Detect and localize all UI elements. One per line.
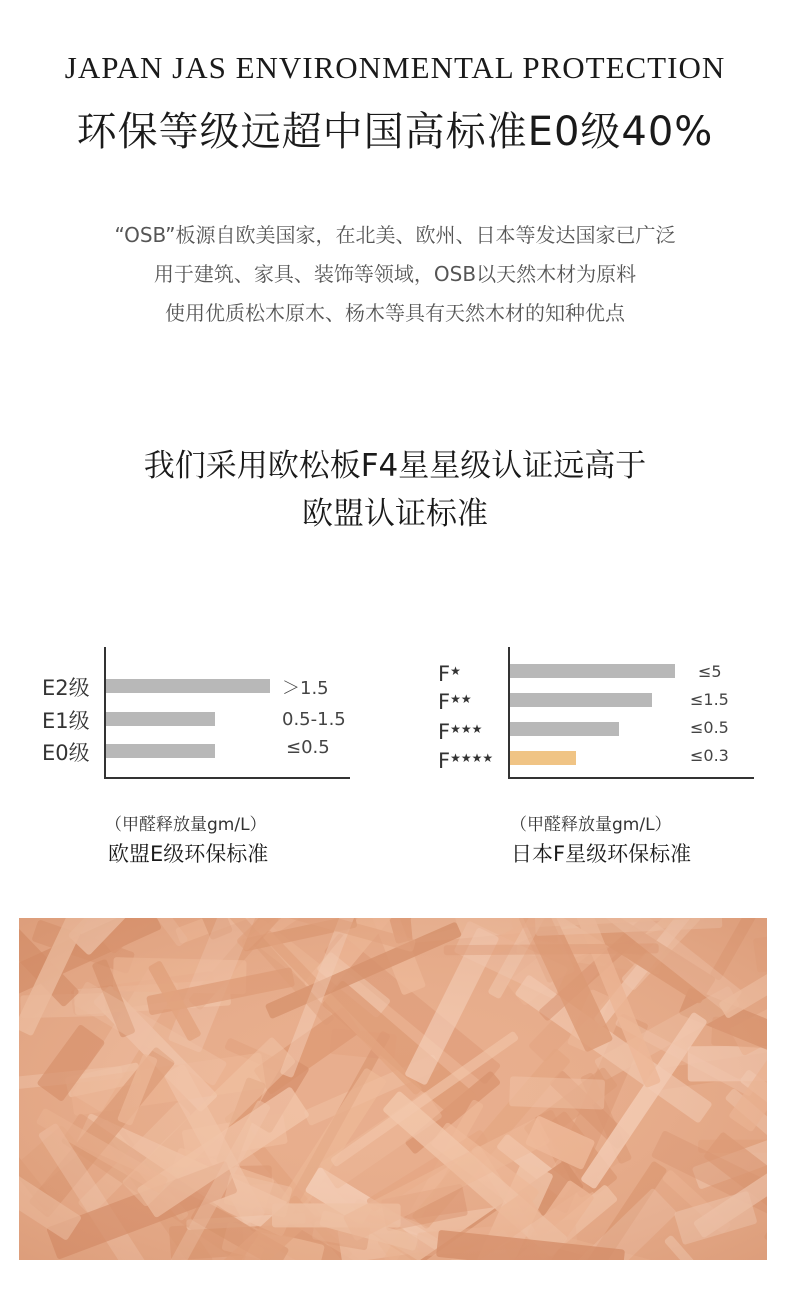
intro-line: 使用优质松木原木、杨木等具有天然木材的知种优点 (165, 301, 625, 325)
value-label-e2: ＞1.5 (282, 678, 329, 699)
value-label-e0: ≤0.5 (286, 737, 330, 758)
chart-x-axis (508, 777, 754, 779)
title-chinese: 环保等级远超中国高标准E0级40% (76, 109, 714, 155)
bar-f2 (510, 693, 652, 707)
star-icon: ★★★ (450, 722, 483, 736)
heading-line: 我们采用欧松板F4星星级认证远高于 (143, 448, 647, 484)
chart-unit-label: （甲醛释放量gm/L） (105, 815, 267, 835)
value-label-f4: ≤0.3 (690, 746, 729, 765)
value-label-f2: ≤1.5 (690, 690, 729, 709)
title-english: JAPAN JAS ENVIRONMENTAL PROTECTION (64, 50, 726, 85)
intro-line: 用于建筑、家具、装饰等领域，OSB以天然木材为原料 (153, 262, 637, 286)
category-label-f3: F★★★ (438, 720, 483, 744)
chart-unit-label: （甲醛释放量gm/L） (510, 815, 672, 835)
bar-f1 (510, 664, 675, 678)
category-label-e2: E2级 (42, 676, 90, 700)
category-label-f2: F★★ (438, 690, 472, 714)
star-icon: ★ (450, 664, 461, 678)
bar-f3 (510, 722, 619, 736)
intro-line: “OSB”板源自欧美国家，在北美、欧州、日本等发达国家已广泛 (114, 223, 676, 247)
osb-wood-texture-image (19, 918, 767, 1260)
star-icon: ★★★★ (450, 751, 494, 765)
category-label-f1: F★ (438, 662, 461, 686)
value-label-f1: ≤5 (698, 662, 722, 681)
bar-f4 (510, 751, 576, 765)
category-label-e0: E0级 (42, 741, 90, 765)
osb-texture-svg (19, 918, 767, 1260)
category-label-e1: E1级 (42, 709, 90, 733)
chart-caption: 日本F星级环保标准 (511, 842, 692, 866)
value-label-f3: ≤0.5 (690, 718, 729, 737)
chart-caption: 欧盟E级环保标准 (108, 842, 269, 866)
value-label-e1: 0.5-1.5 (282, 709, 346, 730)
star-icon: ★★ (450, 692, 472, 706)
heading-line: 欧盟认证标准 (302, 496, 488, 532)
category-label-f4: F★★★★ (438, 749, 494, 773)
